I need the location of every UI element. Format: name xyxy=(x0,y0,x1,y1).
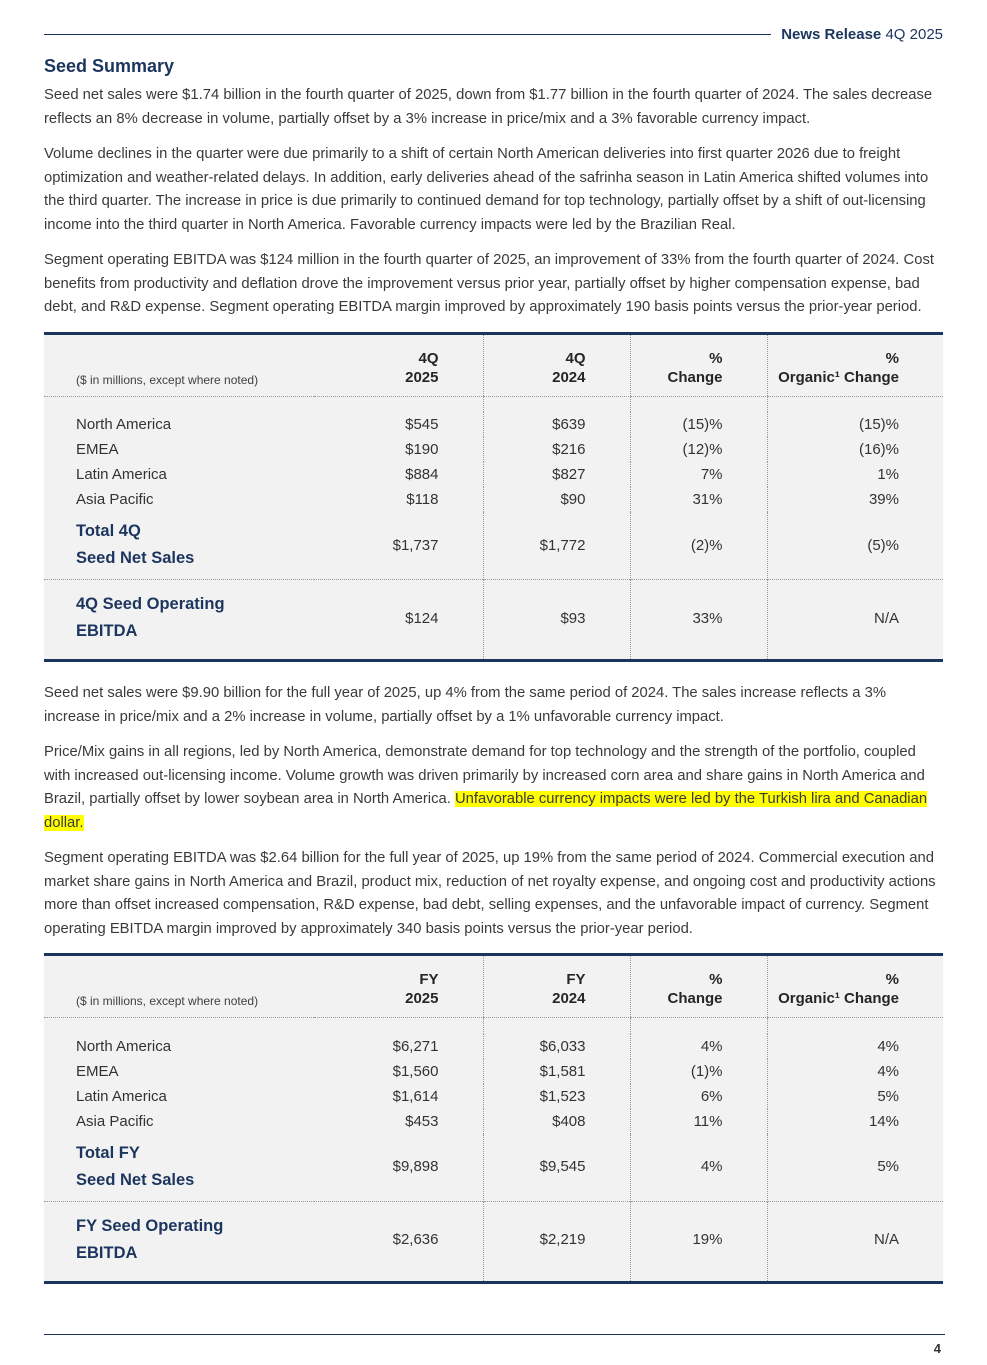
q4-col-header-2024-line2: 2024 xyxy=(552,368,586,386)
operating-ebitda-row xyxy=(44,580,943,661)
value-2024: $827 xyxy=(483,462,630,487)
ebitda-value-2025: $2,636 xyxy=(314,1201,483,1282)
value-organic-change: 14% xyxy=(767,1109,943,1134)
total-label xyxy=(44,512,314,580)
value-organic-change: (16)% xyxy=(767,437,943,462)
total-net-sales-row xyxy=(44,512,943,580)
paragraph-q4-volume: Volume declines in the quarter were due primarily to a shift of certain North American deliveries into first quarter 2026 due to freight optimization and weather-related delays. In addition, early deliveries ahead of the safrinha season in Latin America shifted volumes into the third quarter. The increase in price is due primarily to continued demand for top technology, partially offset by a shift of out-licensing income into the third quarter in North America. Favorable currency impacts were led by the Brazilian Real. xyxy=(44,146,929,233)
value-2024: $216 xyxy=(483,437,630,462)
fy-col-header-change xyxy=(630,955,767,1018)
value-organic-change: 5% xyxy=(767,1084,943,1109)
paragraph-fy-pricemix-text: Price/Mix gains in all regions, led by North America, demonstrate demand for top technology and the strength of the portfolio, coupled with increased out-licensing income. Volume growth was driven primarily by increased corn area and share gains in North America and Brazil, partially offset by lower soybean area in North America. xyxy=(44,744,925,807)
value-2025: $118 xyxy=(406,491,439,508)
fy-col-header-organic-line2: Organic¹ Change xyxy=(778,990,899,1007)
fy-col-header-2024-line2: 2024 xyxy=(552,990,586,1007)
q4-summary-table xyxy=(44,332,943,663)
q4-col-header-change xyxy=(630,333,767,396)
total-value-2024: $9,545 xyxy=(483,1134,630,1202)
table-row-asia-pacific xyxy=(44,1109,943,1134)
region-label: Latin America xyxy=(76,466,167,483)
fy-col-header-2025-line1: FY xyxy=(419,971,439,988)
value-organic-change: 39% xyxy=(767,487,943,512)
ebitda-value-change: 19% xyxy=(630,1201,767,1282)
table-row-latin-america xyxy=(44,462,943,487)
value-organic-change: 1% xyxy=(767,462,943,487)
q4-col-header-organic-line1: % xyxy=(885,349,899,367)
fy-col-header-change-line1: % xyxy=(709,971,723,988)
value-2025: $545 xyxy=(405,416,439,433)
value-change: (15)% xyxy=(630,412,767,437)
fy-col-header-2025-line2: 2025 xyxy=(405,990,439,1007)
highlighted-currency-sentence: Unfavorable currency impacts were led by the Turkish lira and Canadian dollar. xyxy=(44,791,928,831)
header-rule xyxy=(44,34,771,35)
header-title xyxy=(781,26,943,43)
value-2024: $639 xyxy=(483,412,630,437)
ebitda-value-change: 33% xyxy=(630,580,767,661)
paragraph-fy-ebitda: Segment operating EBITDA was $2.64 billion for the full year of 2025, up 19% from the same period of 2024. Commercial execution and market share gains in North America and Brazil, product mix, reduction of net royalty expense, and ongoing cost and productivity actions more than offset increased compensation, R&D expense, bad debt, selling expenses, and the unfavorable impact of currency. Segment operating EBITDA margin improved by approximately 340 basis points versus the prior-year period. xyxy=(44,850,936,937)
region-label: North America xyxy=(76,1037,172,1055)
region-label: Asia Pacific xyxy=(76,1112,154,1130)
ebitda-label-line1: 4Q Seed Operating xyxy=(76,595,225,613)
value-change: 7% xyxy=(630,462,767,487)
total-label-line2: Seed Net Sales xyxy=(76,549,195,567)
total-value-change: (2)% xyxy=(630,512,767,580)
value-change: 31% xyxy=(630,487,767,512)
value-change: 6% xyxy=(630,1084,767,1109)
q4-col-header-change-line2: Change xyxy=(667,368,723,386)
region-label: North America xyxy=(76,416,172,433)
total-value-2025: $1,737 xyxy=(392,536,439,554)
region-label: EMEA xyxy=(76,441,119,458)
ebitda-value-organic-change: N/A xyxy=(767,1201,943,1282)
total-net-sales-row xyxy=(44,1134,943,1202)
value-2025: $190 xyxy=(405,441,439,458)
table-row-latin-america xyxy=(44,1084,943,1109)
q4-col-header-2025-line1: 4Q xyxy=(418,349,439,367)
spacer-row xyxy=(44,396,943,412)
q4-table-header-row xyxy=(44,333,943,396)
q4-col-header-change-line1: % xyxy=(709,349,723,367)
footer-rule xyxy=(44,1334,945,1335)
region-label: Asia Pacific xyxy=(76,491,154,508)
table-row-emea xyxy=(44,437,943,462)
table-row-asia-pacific xyxy=(44,487,943,512)
ebitda-label xyxy=(44,580,314,661)
q4-col-header-organic-line2: Organic¹ Change xyxy=(778,368,899,386)
table-row-north-america xyxy=(44,1034,943,1059)
total-value-change: 4% xyxy=(630,1134,767,1202)
total-value-organic-change: (5)% xyxy=(767,512,943,580)
ebitda-value-2024: $93 xyxy=(483,580,630,661)
value-2024: $90 xyxy=(483,487,630,512)
value-change: 11% xyxy=(630,1109,767,1134)
value-2025: $6,271 xyxy=(392,1037,439,1055)
news-release-label: News Release xyxy=(781,26,882,43)
total-label-line1: Total 4Q xyxy=(76,522,141,540)
operating-ebitda-row xyxy=(44,1201,943,1282)
q4-col-header-2024-line1: 4Q xyxy=(565,349,586,367)
total-value-2025: $9,898 xyxy=(392,1158,439,1175)
total-label-line2: Seed Net Sales xyxy=(76,1170,195,1189)
value-2025: $884 xyxy=(405,466,439,483)
fy-table-header-row xyxy=(44,955,943,1018)
total-label-line1: Total FY xyxy=(76,1143,140,1162)
value-organic-change: 4% xyxy=(767,1059,943,1084)
fy-col-header-change-line2: Change xyxy=(667,990,723,1007)
fy-summary-table xyxy=(44,953,943,1284)
fy-table-units-note: ($ in millions, except where noted) xyxy=(44,955,314,1018)
paragraph-fy-net-sales: Seed net sales were $9.90 billion for the full year of 2025, up 4% from the same period of 2024. The sales increase reflects a 3% increase in price/mix and a 2% increase in volume, partially offset by a 1% unfavorable currency impact. xyxy=(44,685,886,725)
paragraph-fy-pricemix xyxy=(44,741,943,835)
q4-col-header-organic-change xyxy=(767,333,943,396)
value-2025: $453 xyxy=(405,1112,439,1130)
fy-col-header-2025 xyxy=(314,955,483,1018)
total-label xyxy=(44,1134,314,1202)
value-2024: $6,033 xyxy=(483,1034,630,1059)
value-organic-change: (15)% xyxy=(767,412,943,437)
q4-table-units-note: ($ in millions, except where noted) xyxy=(44,333,314,396)
page-title: Seed Summary xyxy=(44,56,175,76)
ebitda-label-line1: FY Seed Operating xyxy=(76,1216,224,1235)
value-change: (1)% xyxy=(630,1059,767,1084)
q4-col-header-2024 xyxy=(483,333,630,396)
table-row-north-america xyxy=(44,412,943,437)
q4-col-header-2025 xyxy=(314,333,483,396)
ebitda-value-organic-change: N/A xyxy=(767,580,943,661)
ebitda-label-line2: EBITDA xyxy=(76,622,138,640)
page-header xyxy=(44,26,943,43)
value-organic-change: 4% xyxy=(767,1034,943,1059)
value-2024: $1,523 xyxy=(483,1084,630,1109)
value-2024: $408 xyxy=(483,1109,630,1134)
fy-col-header-2024-line1: FY xyxy=(566,971,586,988)
quarter-label: 4Q 2025 xyxy=(885,26,943,43)
value-change: 4% xyxy=(630,1034,767,1059)
table-row-emea xyxy=(44,1059,943,1084)
ebitda-value-2024: $2,219 xyxy=(483,1201,630,1282)
fy-col-header-2024 xyxy=(483,955,630,1018)
fy-col-header-organic-change xyxy=(767,955,943,1018)
q4-col-header-2025-line2: 2025 xyxy=(405,368,439,386)
fy-col-header-organic-line1: % xyxy=(885,971,899,988)
ebitda-label-line2: EBITDA xyxy=(76,1243,138,1262)
spacer-row xyxy=(44,1018,943,1034)
value-2025: $1,614 xyxy=(392,1087,439,1105)
paragraph-q4-net-sales: Seed net sales were $1.74 billion in the fourth quarter of 2025, down from $1.77 billion in the fourth quarter of 2024. The sales decrease reflects an 8% decrease in volume, partially offset by a 3% increase in price/mix and a 3% favorable currency impact. xyxy=(44,87,933,127)
value-2025: $1,560 xyxy=(392,1062,439,1080)
value-2024: $1,581 xyxy=(483,1059,630,1084)
paragraph-q4-ebitda: Segment operating EBITDA was $124 million in the fourth quarter of 2025, an improvement of 33% from the fourth quarter of 2024. Cost benefits from productivity and deflation drove the improvement versus prior year, partially offset by higher compensation expense, bad debt, and R&D expense. Segment operating EBITDA margin improved by approximately 190 basis points versus the prior-year period. xyxy=(44,252,934,315)
ebitda-value-2025: $124 xyxy=(314,580,483,661)
value-change: (12)% xyxy=(630,437,767,462)
region-label: EMEA xyxy=(76,1062,119,1080)
total-value-organic-change: 5% xyxy=(767,1134,943,1202)
total-value-2024: $1,772 xyxy=(483,512,630,580)
region-label: Latin America xyxy=(76,1087,167,1105)
ebitda-label xyxy=(44,1201,314,1282)
page-number: 4 xyxy=(933,1341,941,1356)
